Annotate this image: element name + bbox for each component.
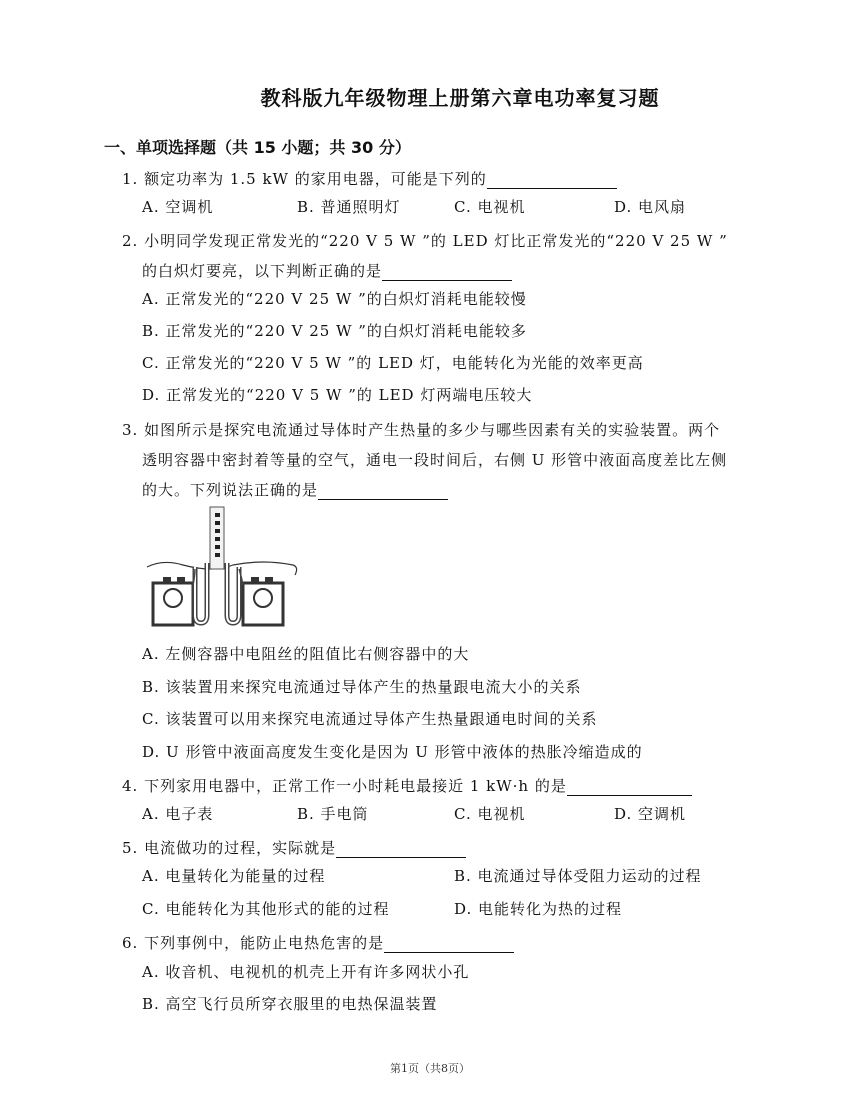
answer-blank [382, 266, 512, 281]
q5-option-c: C. 电能转化为其他形式的能的过程 [142, 900, 390, 918]
question-3-stem: 的大。下列说法正确的是 [142, 481, 319, 499]
q2-option-b: B. 正常发光的“220 V 25 W ”的白炽灯消耗电能较多 [142, 322, 527, 340]
q5-option-d: D. 电能转化为热的过程 [454, 900, 623, 918]
question-6-stem: 6. 下列事例中，能防止电热危害的是 [122, 934, 385, 952]
question-4-stem: 4. 下列家用电器中，正常工作一小时耗电最接近 1 kW·h 的是 [122, 777, 567, 795]
question-2-stem: 的白炽灯要亮，以下判断正确的是 [142, 262, 383, 280]
q1-option-d: D. 电风扇 [614, 198, 687, 216]
section-heading: 一、单项选择题（共 15 小题；共 30 分） [104, 138, 411, 157]
answer-blank [384, 938, 514, 953]
q5-option-b: B. 电流通过导体受阻力运动的过程 [454, 867, 702, 885]
question-5 [122, 837, 466, 858]
q4-option-c: C. 电视机 [454, 805, 526, 823]
q5-option-a: A. 电量转化为能量的过程 [142, 867, 326, 885]
question-2-line-1: 2. 小明同学发现正常发光的“220 V 5 W ”的 LED 灯比正常发光的“220 V 25 W ” [122, 232, 728, 250]
question-4 [122, 775, 692, 796]
question-2-line-2 [142, 260, 512, 281]
q3-option-a: A. 左侧容器中电阻丝的阻值比右侧容器中的大 [142, 645, 470, 663]
question-3-line-1: 3. 如图所示是探究电流通过导体时产生热量的多少与哪些因素有关的实验装置。两个 [122, 421, 721, 439]
question-3-line-2: 透明容器中密封着等量的空气，通电一段时间后，右侧 U 形管中液面高度差比左侧 [142, 451, 728, 469]
q2-option-c: C. 正常发光的“220 V 5 W ”的 LED 灯，电能转化为光能的效率更高 [142, 354, 644, 372]
question-3-line-3 [142, 479, 448, 500]
q1-option-b: B. 普通照明灯 [297, 198, 401, 216]
q3-option-d: D. U 形管中液面高度发生变化是因为 U 形管中液体的热胀冷缩造成的 [142, 743, 643, 761]
question-5-stem: 5. 电流做功的过程，实际就是 [122, 839, 337, 857]
experiment-apparatus-figure [143, 505, 303, 630]
question-1-stem: 1. 额定功率为 1.5 kW 的家用电器，可能是下列的 [122, 170, 487, 188]
q1-option-c: C. 电视机 [454, 198, 526, 216]
question-6 [122, 932, 514, 953]
q6-option-a: A. 收音机、电视机的机壳上开有许多网状小孔 [142, 963, 470, 981]
page-footer: 第1页（共8页） [390, 1062, 470, 1075]
q3-option-c: C. 该装置可以用来探究电流通过导体产生热量跟通电时间的关系 [142, 710, 598, 728]
q4-option-d: D. 空调机 [614, 805, 687, 823]
q3-option-b: B. 该装置用来探究电流通过导体产生的热量跟电流大小的关系 [142, 678, 582, 696]
page-title: 教科版九年级物理上册第六章电功率复习题 [260, 86, 660, 110]
q2-option-d: D. 正常发光的“220 V 5 W ”的 LED 灯两端电压较大 [142, 386, 533, 404]
q2-option-a: A. 正常发光的“220 V 25 W ”的白炽灯消耗电能较慢 [142, 290, 527, 308]
q4-option-a: A. 电子表 [142, 805, 214, 823]
answer-blank [487, 174, 617, 189]
q1-option-a: A. 空调机 [142, 198, 214, 216]
question-1 [122, 168, 617, 189]
q6-option-b: B. 高空飞行员所穿衣服里的电热保温装置 [142, 995, 438, 1013]
answer-blank [336, 843, 466, 858]
answer-blank [567, 781, 692, 796]
answer-blank [318, 485, 448, 500]
q4-option-b: B. 手电筒 [297, 805, 369, 823]
